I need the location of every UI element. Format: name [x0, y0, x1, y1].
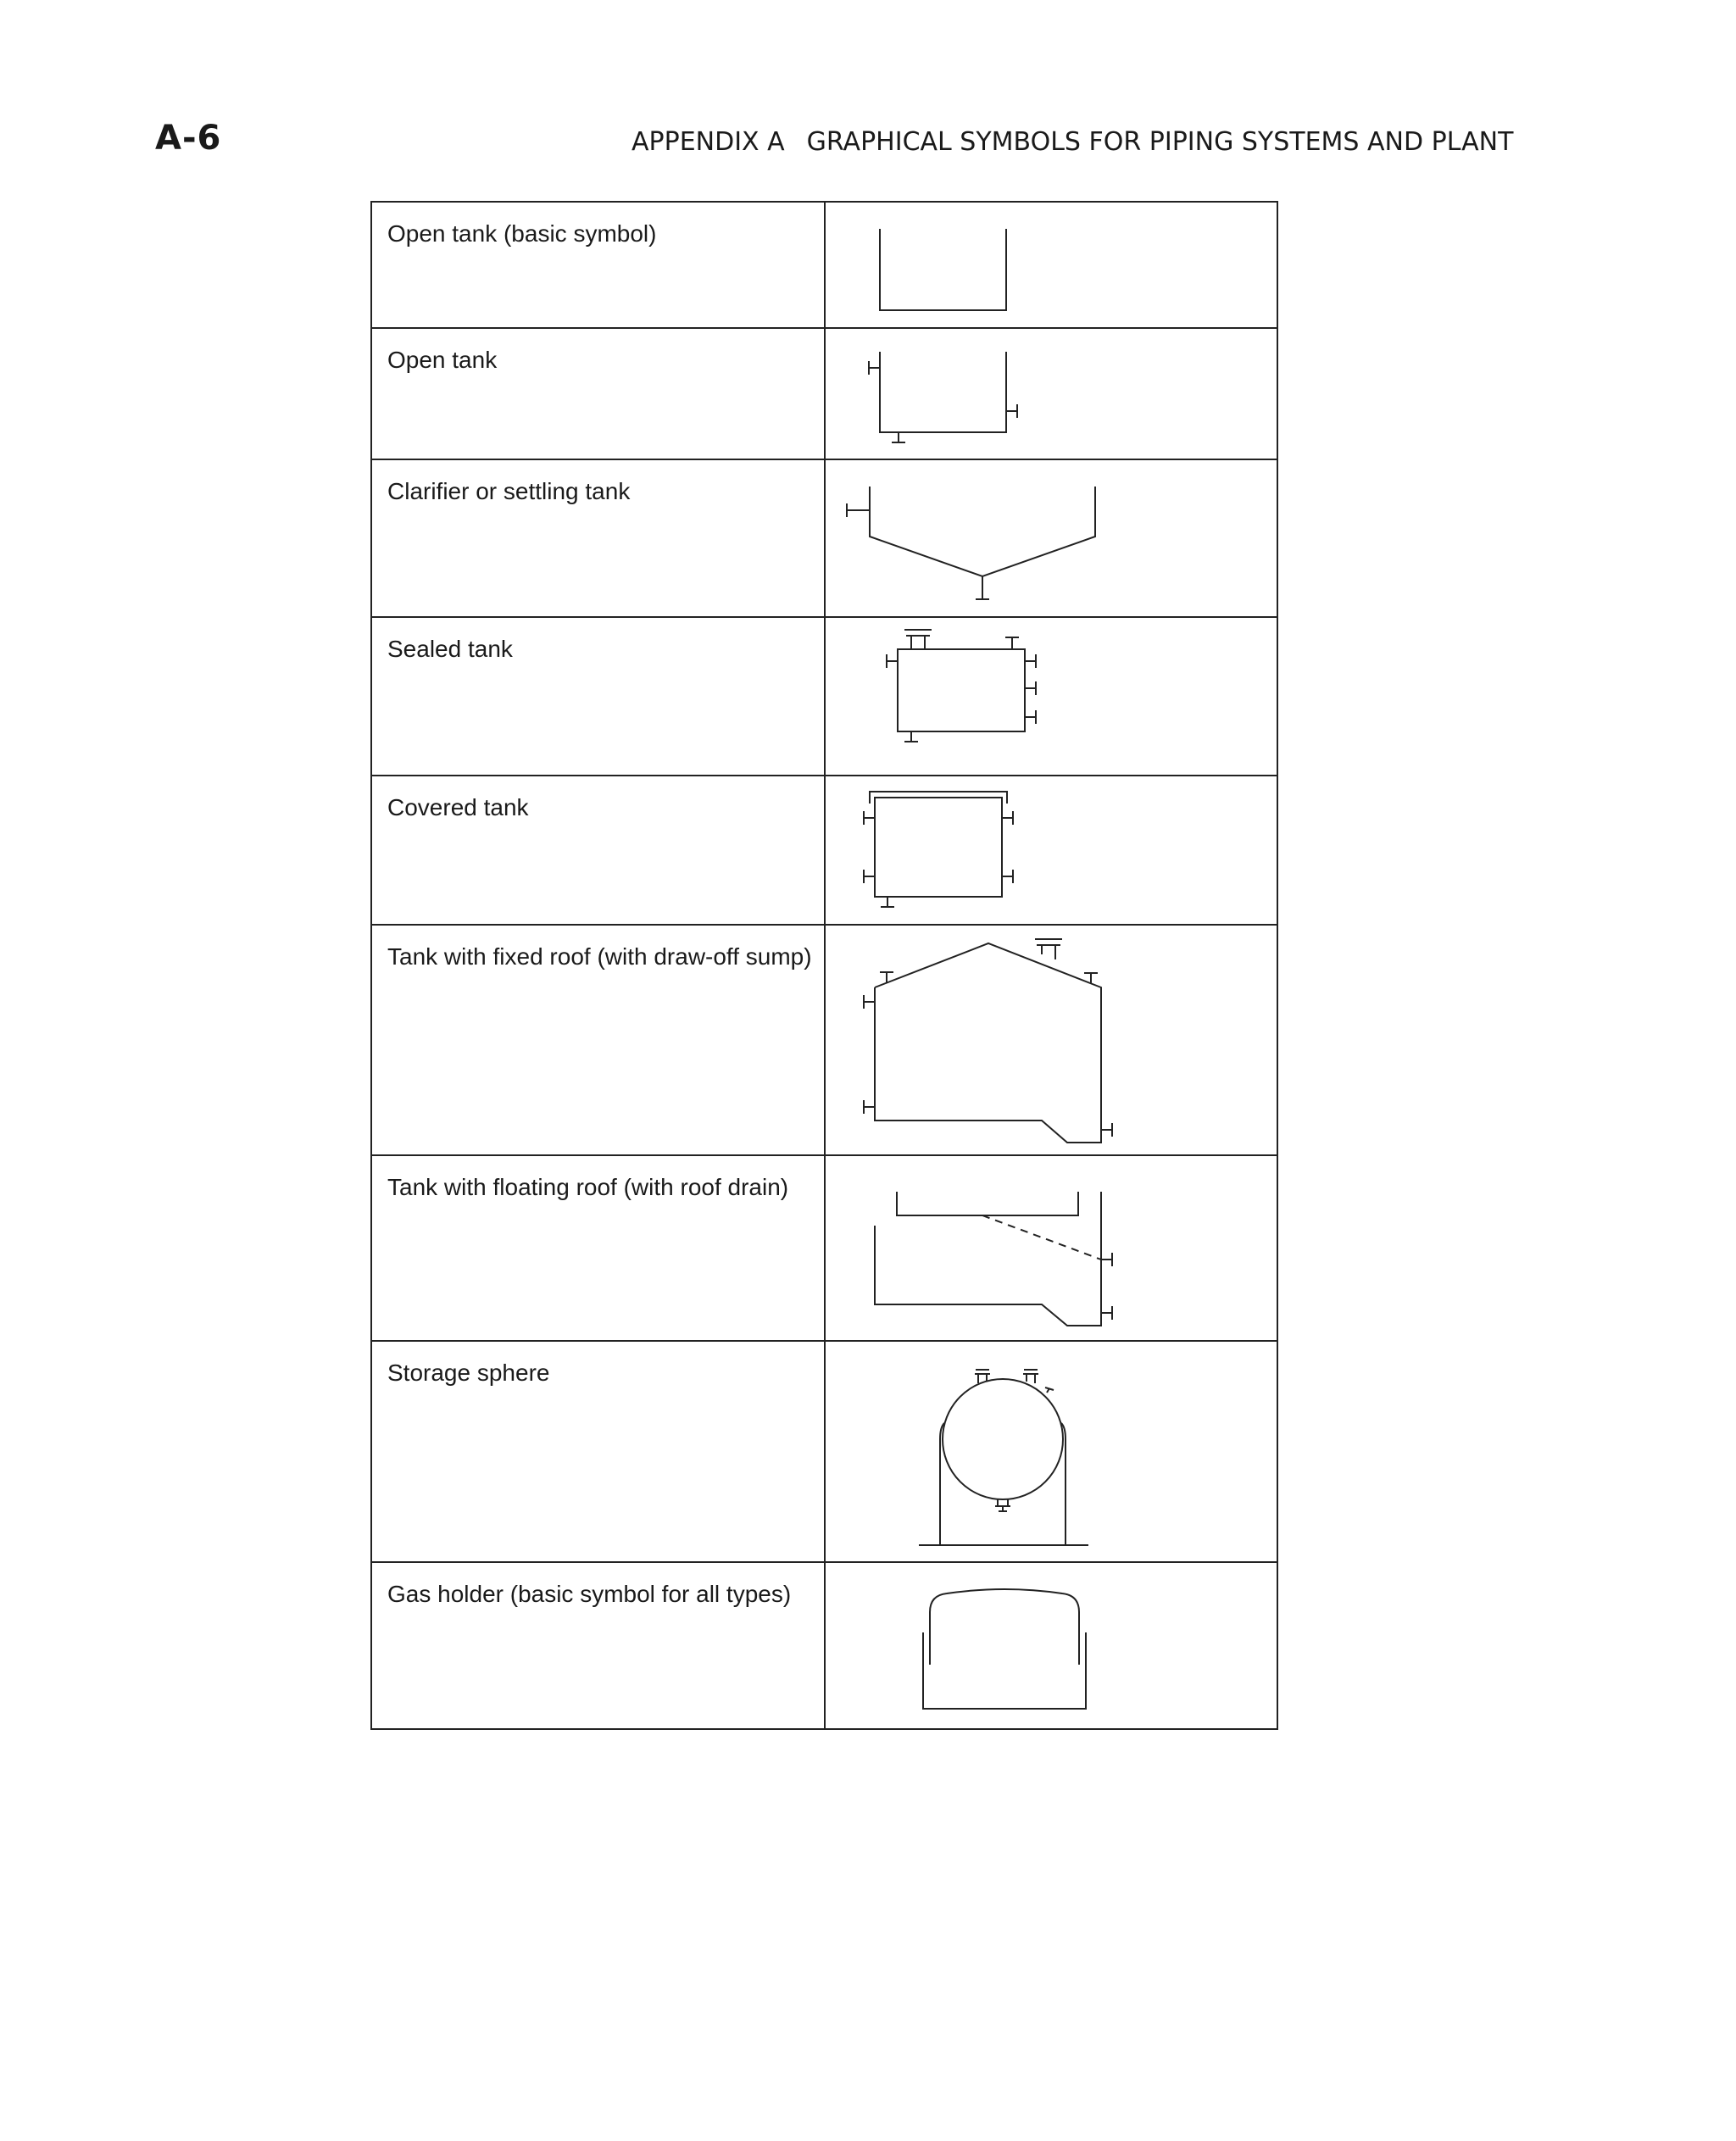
symbol-label: Open tank (basic symbol) [387, 220, 657, 247]
running-head [632, 127, 1514, 157]
sealed-tank-symbol [826, 618, 1277, 776]
symbol-label: Tank with floating roof (with roof drain) [387, 1174, 789, 1200]
symbol-label: Storage sphere [387, 1360, 550, 1386]
table-row [371, 328, 1277, 459]
open-tank-symbol [826, 329, 1277, 460]
page-number: A-6 [155, 119, 222, 158]
symbol-cell [825, 459, 1277, 617]
table-row [371, 1562, 1277, 1729]
table-row [371, 1155, 1277, 1341]
symbol-cell [825, 925, 1277, 1155]
storage-sphere-symbol [826, 1342, 1277, 1563]
symbol-cell [825, 1562, 1277, 1729]
symbols-table [370, 201, 1278, 1730]
symbol-cell [825, 776, 1277, 925]
symbol-label: Sealed tank [387, 636, 513, 662]
open-tank-basic-symbol [826, 203, 1277, 329]
table-row [371, 1341, 1277, 1562]
table-row [371, 776, 1277, 925]
description-cell [371, 776, 825, 925]
covered-tank-symbol [826, 776, 1277, 926]
description-cell [371, 202, 825, 328]
table-row [371, 459, 1277, 617]
symbol-cell [825, 1341, 1277, 1562]
symbol-label: Covered tank [387, 794, 529, 820]
symbol-label: Clarifier or settling tank [387, 478, 631, 504]
symbol-label: Open tank [387, 347, 498, 373]
symbol-cell [825, 328, 1277, 459]
gas-holder-symbol [826, 1563, 1277, 1730]
description-cell [371, 1341, 825, 1562]
table-row [371, 925, 1277, 1155]
table-row [371, 202, 1277, 328]
description-cell [371, 459, 825, 617]
appendix-label: APPENDIX A [632, 127, 785, 157]
clarifier-tank-symbol [826, 460, 1277, 618]
floating-roof-tank-symbol [826, 1156, 1277, 1342]
table-row [371, 617, 1277, 776]
description-cell [371, 1562, 825, 1729]
description-cell [371, 925, 825, 1155]
fixed-roof-tank-symbol [826, 926, 1277, 1156]
description-cell [371, 328, 825, 459]
symbol-cell [825, 617, 1277, 776]
description-cell [371, 617, 825, 776]
description-cell [371, 1155, 825, 1341]
symbol-cell [825, 1155, 1277, 1341]
appendix-title: GRAPHICAL SYMBOLS FOR PIPING SYSTEMS AND PLANT [806, 127, 1514, 157]
symbol-label: Tank with fixed roof (with draw-off sump) [387, 943, 812, 970]
symbol-cell [825, 202, 1277, 328]
symbol-label: Gas holder (basic symbol for all types) [387, 1581, 792, 1607]
